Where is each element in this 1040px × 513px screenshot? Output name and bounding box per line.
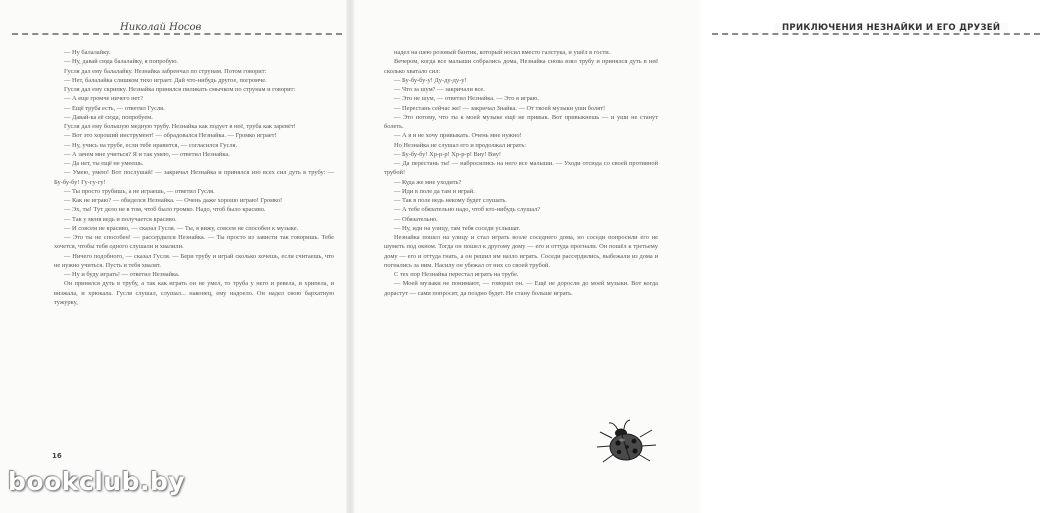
paragraph: — Иди в поле да там и играй. [394, 187, 475, 195]
paragraph: — Давай-ка её сюда, попробуем. [64, 113, 153, 121]
author-name: Николай Носов [110, 22, 211, 33]
paragraph: — Умею, умею! Вот послушай! — закричал Незнайка и принялся изо всех сил дуть в трубу: — Бу-бу-бу! Гу-гу-гу! [54, 169, 334, 186]
paragraph: — Как не играю? — обиделся Незнайка. — Очень даже хорошо играю! Громко! [64, 197, 283, 204]
header-rule [712, 33, 1040, 35]
left-text-column [54, 48, 334, 307]
paragraph: Незнайка пошел на улицу и стал играть возле соседнего дома, но соседи попросили его не шуметь под окном. Тогда он пошел к другому дому — его и оттуда прогнали. Он пошёл к третьему дому — его и оттуда гнать, а он решил им назло играть. Соседи рассердились, выбежали из дома и погнались за ним. Насилу он убежал от них со своей трубой. [384, 234, 658, 269]
paragraph: — Ну, иди на улицу, там тебя соседи услышат. [394, 224, 521, 232]
paragraph: — Что за шум? — закричали все. [394, 86, 485, 93]
page-number: 16 [52, 452, 62, 460]
paragraph: — Это ты не способен! — рассердился Незнайка. — Ты просто из зависти так говоришь. Тебе хочется, чтобы тебя одного слушали и хвалили. [54, 234, 334, 251]
ladybug-illustration [592, 418, 662, 468]
running-header-right [712, 22, 1040, 40]
paragraph: — Вот это хороший инструмент! — обрадовался Незнайка. — Громко играет! [64, 132, 277, 140]
paragraph: — Это не шум, — ответил Незнайка. — Это я играю. [394, 95, 540, 103]
paragraph: — А зачем мне учиться? Я и так умею, — ответил Незнайка. [64, 150, 230, 158]
paragraph: — Ну балалайку. [64, 49, 111, 56]
paragraph: Вечером, когда все малыши собрались дома, Незнайка снова взял трубу и принялся дуть в неё сколько хватало сил: [384, 58, 658, 75]
right-text-column [384, 48, 658, 298]
paragraph: — Так в поле ведь некому будет слушать. [394, 197, 507, 204]
paragraph: Но Незнайка не слушал его и продолжал играть: [394, 141, 527, 149]
paragraph: Гусля дал ему балалайку. Незнайка забренчал по струнам. Потом говорит: [64, 67, 267, 75]
paragraph: — Ты просто трубишь, а не играешь, — ответил Гусля. [64, 187, 215, 195]
ladybug-antenna [609, 420, 630, 430]
paragraph: — Да нет, ты ещё не умеешь. [64, 160, 144, 167]
paragraph: — Бу-бу-бу! Хр-р-р! Хр-р-р! Виу! Виу! [394, 150, 502, 158]
paragraph: — Так у меня ведь и получается красиво. [64, 215, 177, 223]
paragraph: — Ну и буду играть! — ответил Незнайка. [64, 271, 180, 278]
paragraph: — Нет, балалайка слишком тихо играет. Дай что-нибудь другое, погромче. [64, 76, 267, 84]
running-header-left [12, 22, 342, 40]
paragraph: — Куда же мне уходить? [394, 178, 462, 186]
paragraph: — Ну, давай сюда балалайку, я попробую. [64, 58, 179, 66]
paragraph: — Эх, ты! Тут дело не в том, чтоб было громко. Надо, чтоб было красиво. [64, 206, 266, 214]
paragraph: — А я и не хочу привыкать. Очень мне нужно! [394, 132, 522, 140]
paragraph: — Ничего подобного, — сказал Гусля. — Бери трубу и играй сколько хочешь, если считаешь, что не нужно учиться. Пусть и тебя хвалят. [54, 252, 334, 269]
paragraph: Гусля дал ему скрипку. Незнайка принялся пиликать смычком по струнам и говорит: [64, 86, 296, 93]
paragraph: надел на шею розовый бантик, который носил вместо галстука, и ушёл в гости. [394, 49, 611, 56]
paragraph: — Это потому, что ты к моей музыке ещё не привык. Вот привыкнешь — и уши не станут болеть. [384, 113, 658, 130]
paragraph: Гусля дал ему большую медную трубу. Незнайка как подует в неё, труба как заревёт! [64, 123, 296, 130]
paragraph: — Бу-бу-бу-у! Ду-ду-ду-у! [394, 76, 467, 84]
paragraph: — А тебе обязательно надо, чтоб кто-нибудь слушал? [394, 206, 541, 214]
paragraph: — Да перестань ты! — набросились на него все малыши. — Уходи отсюда со своей противной трубой! [384, 160, 658, 177]
paragraph: — А еще громче ничего нет? [64, 95, 144, 103]
paragraph: — Ну, учись на трубе, если тебе нравится, — согласился Гусля. [64, 141, 238, 149]
header-rule [12, 33, 342, 35]
paragraph: С тех пор Незнайка перестал играть на трубе. [394, 271, 519, 278]
paragraph: Он принялся дуть в трубу, а так как играть он не умел, то труба у него и ревела, и хрипела, и визжала, и хрюкала. Гусля слушал, слушал... наконец, ему надоело. Он надел свою бархатную тужурку, [54, 280, 334, 306]
paragraph: — Ещё труба есть, — ответил Гусля. [64, 104, 165, 112]
site-watermark: bookclub.by [8, 467, 186, 496]
paragraph: — Перестань сейчас же! — закричал Знайка. — От твоей музыки уши болят! [394, 104, 606, 112]
paragraph: — Обязательно. [394, 215, 438, 223]
paragraph: — Моей музыки не понимают, — говорил он. — Ещё не доросли до моей музыки. Вот когда дорастут — сами попросят, да поздно будет. Не стану больше играть. [384, 280, 658, 297]
paragraph: — И совсем не красиво, — сказал Гусля. — Ты, я вижу, совсем не способен к музыке. [64, 224, 299, 232]
book-title: ПРИКЛЮЧЕНИЯ НЕЗНАЙКИ И ЕГО ДРУЗЕЙ [774, 23, 1008, 33]
left-page [0, 0, 350, 513]
ladybug-highlight [619, 439, 625, 442]
